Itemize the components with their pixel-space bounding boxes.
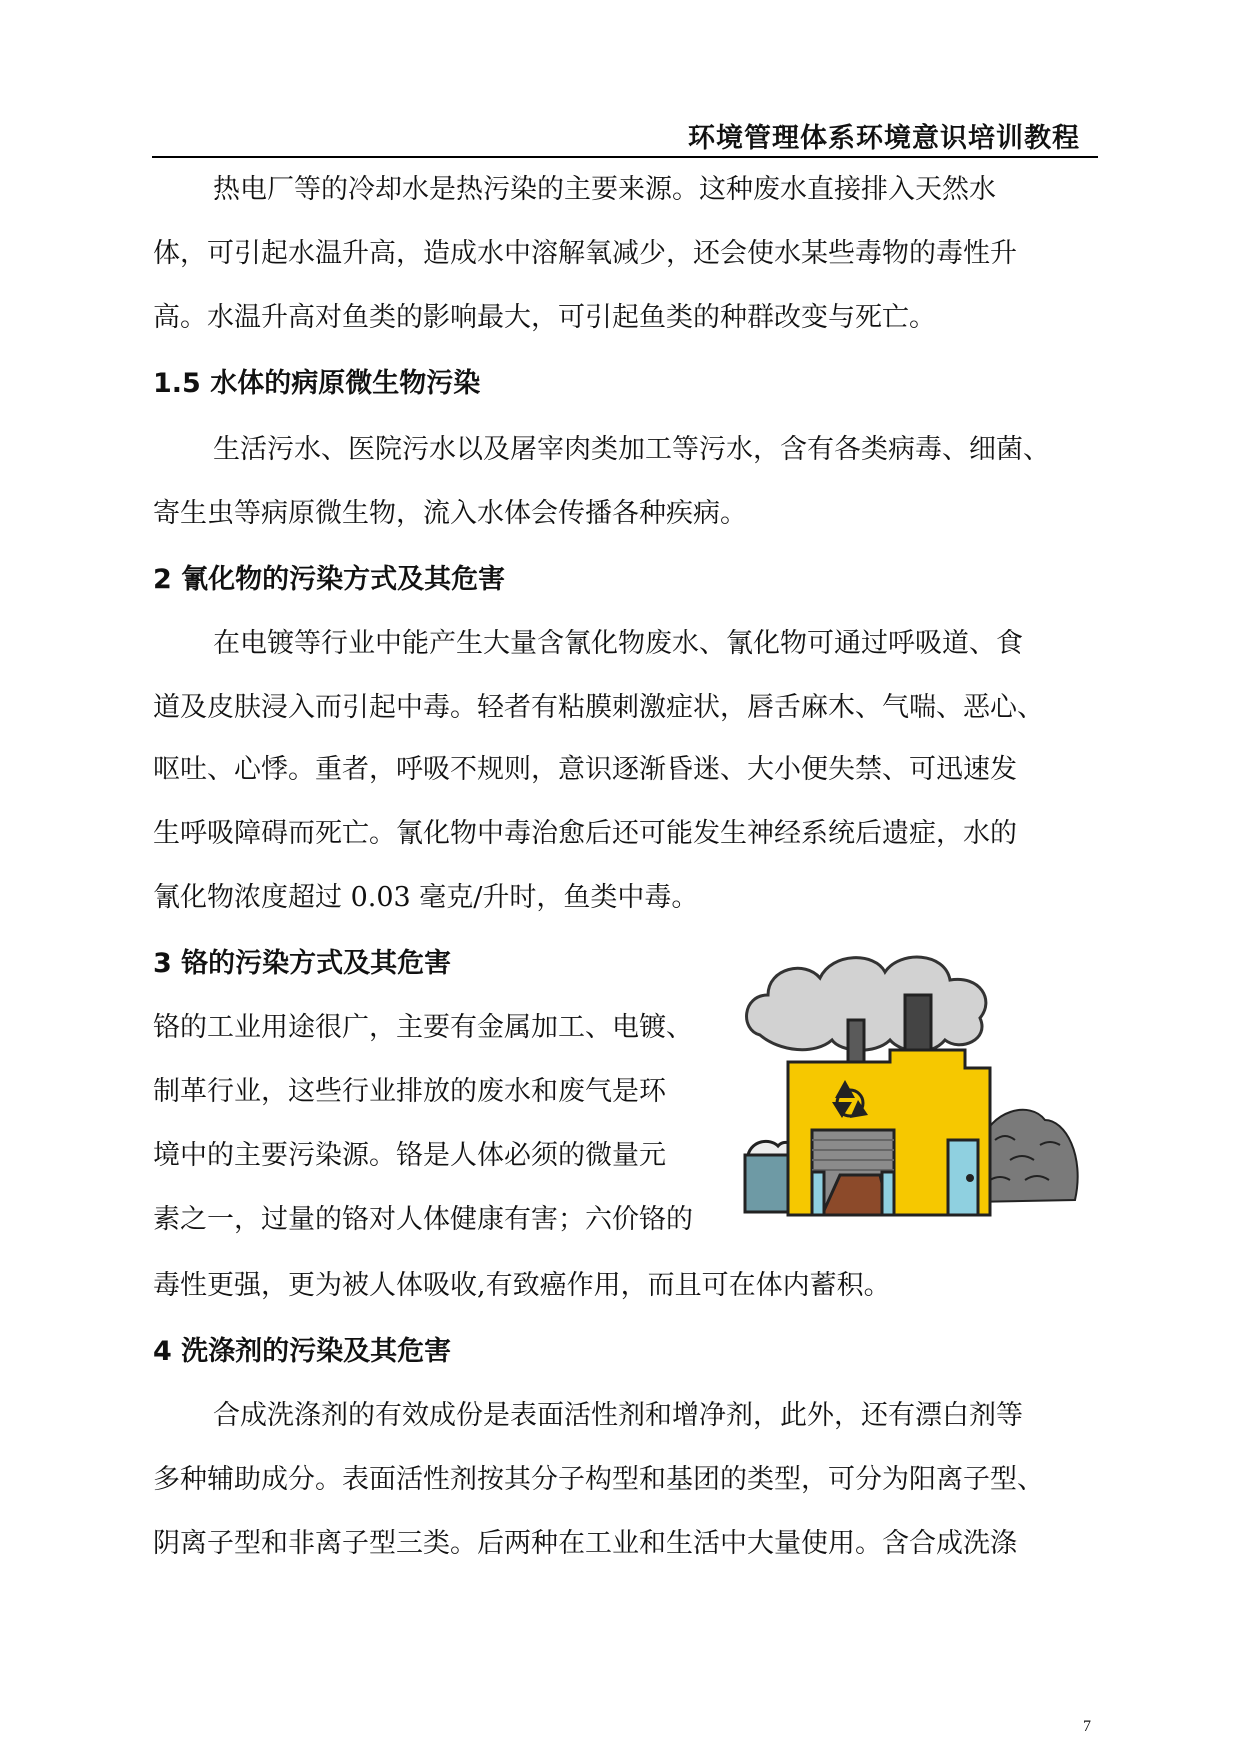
factory-building-icon [788, 1050, 990, 1215]
section-heading-1-5: 1.5 水体的病原微生物污染 [153, 368, 481, 399]
paragraph-line: 道及皮肤浸入而引起中毒。轻者有粘膜刺激症状，唇舌麻木、气喘、恶心、 [153, 692, 1044, 723]
paragraph-line: 素之一，过量的铬对人体健康有害；六价铬的 [153, 1204, 693, 1235]
paragraph-line: 生呼吸障碍而死亡。氰化物中毒治愈后还可能发生神经系统后遗症，水的 [153, 818, 1017, 849]
page-number: 7 [1083, 1718, 1091, 1735]
paragraph-line: 高。水温升高对鱼类的影响最大，可引起鱼类的种群改变与死亡。 [153, 302, 936, 333]
paragraph-line: 制革行业，这些行业排放的废水和废气是环 [153, 1076, 666, 1107]
paragraph-line: 呕吐、心悸。重者，呼吸不规则，意识逐渐昏迷、大小便失禁、可迅速发 [153, 754, 1017, 785]
paragraph-line: 阴离子型和非离子型三类。后两种在工业和生活中大量使用。含合成洗涤 [153, 1528, 1017, 1559]
paragraph-line: 境中的主要污染源。铬是人体必须的微量元 [153, 1140, 666, 1171]
factory-illustration [740, 940, 1085, 1240]
paragraph-line: 体，可引起水温升高，造成水中溶解氧减少，还会使水某些毒物的毒性升 [153, 238, 1017, 269]
paragraph-line: 热电厂等的冷却水是热污染的主要来源。这种废水直接排入天然水 [213, 174, 996, 205]
section-heading-4: 4 洗涤剂的污染及其危害 [153, 1336, 452, 1367]
paragraph-line: 铬的工业用途很广，主要有金属加工、电镀、 [153, 1012, 693, 1043]
smoke-cloud-icon [747, 957, 986, 1051]
paragraph-line: 生活污水、医院污水以及屠宰肉类加工等污水，含有各类病毒、细菌、 [213, 434, 1050, 465]
paragraph-line: 多种辅助成分。表面活性剂按其分子构型和基团的类型，可分为阳离子型、 [153, 1464, 1044, 1495]
running-header-title: 环境管理体系环境意识培训教程 [688, 123, 1080, 154]
header-rule [152, 156, 1098, 158]
paragraph-line: 合成洗涤剂的有效成份是表面活性剂和增净剂，此外，还有漂白剂等 [213, 1400, 1023, 1431]
paragraph-line: 氰化物浓度超过 0.03 毫克/升时，鱼类中毒。 [153, 882, 699, 913]
paragraph-line: 在电镀等行业中能产生大量含氰化物废水、氰化物可通过呼吸道、食 [213, 628, 1023, 659]
section-heading-2: 2 氰化物的污染方式及其危害 [153, 564, 506, 595]
paragraph-line: 毒性更强，更为被人体吸收,有致癌作用，而且可在体内蓄积。 [153, 1270, 891, 1301]
section-heading-3: 3 铬的污染方式及其危害 [153, 948, 452, 979]
paragraph-line: 寄生虫等病原微生物，流入水体会传播各种疾病。 [153, 498, 747, 529]
